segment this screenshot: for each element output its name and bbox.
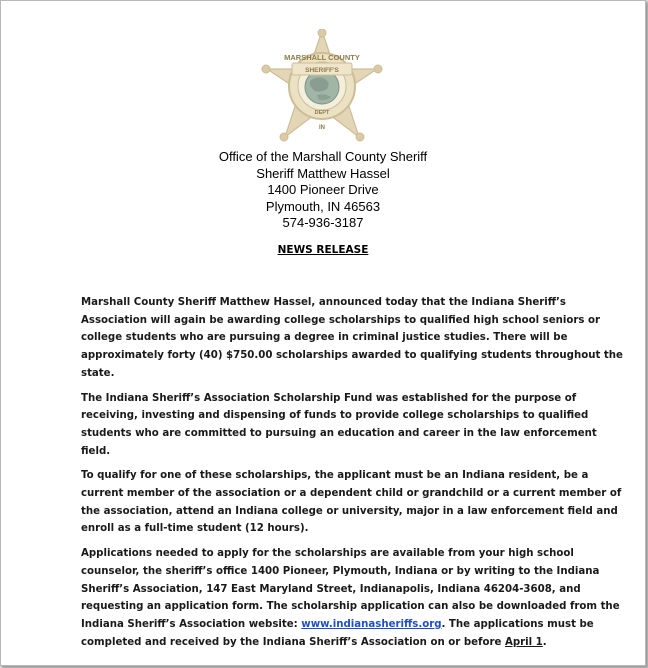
text-line: approximately forty (40) $750.00 scholarships awarded to qualifying students throughout the bbox=[81, 350, 623, 362]
text-line bbox=[81, 634, 575, 652]
text-line: requesting an application form. The scholarship application can also be downloaded from the bbox=[81, 601, 620, 613]
paragraph-eligibility bbox=[81, 467, 622, 538]
paragraph-fund bbox=[81, 390, 597, 461]
text-segment: . The applications must be bbox=[441, 618, 594, 630]
text-line: Marshall County Sheriff Matthew Hassel, announced today that the Indiana Sheriff’s bbox=[81, 297, 566, 308]
city-state-zip: Plymouth, IN 46563 bbox=[265, 198, 381, 214]
street-address: 1400 Pioneer Drive bbox=[267, 182, 379, 197]
text-line: Association will again be awarding college scholarships to qualified high school seniors or bbox=[81, 314, 601, 326]
deadline-date: April 1 bbox=[504, 636, 543, 648]
badge-ribbon-text: SHERIFF'S bbox=[305, 67, 339, 74]
text-line: the association, attend an Indiana college or university, major in a law enforcement field and bbox=[81, 505, 618, 517]
text-line: receiving, investing and dispensing of funds to provide college scholarships to qualified bbox=[81, 410, 589, 422]
text-line: counselor, the sheriff’s office 1400 Pioneer, Plymouth, Indiana or by writing to the Indiana bbox=[81, 565, 600, 577]
text-segment: Indiana Sheriff’s Association website: bbox=[81, 618, 302, 630]
text-line: field. bbox=[81, 445, 111, 457]
news-release-title: NEWS RELEASE bbox=[277, 244, 369, 256]
badge-tip-text: IN bbox=[319, 125, 325, 131]
text-line: students who are committed to pursuing an education and career in the law enforcement bbox=[81, 427, 597, 439]
text-line bbox=[81, 616, 594, 634]
sheriff-badge-logo bbox=[247, 29, 397, 143]
letterhead bbox=[1, 149, 645, 232]
phone-number: 574-936-3187 bbox=[282, 215, 364, 230]
text-line: college students who are pursuing a degree in criminal justice studies. There will be bbox=[81, 332, 568, 344]
release-body bbox=[81, 294, 623, 658]
text-line: Applications needed to apply for the scholarships are available from your high school bbox=[81, 548, 574, 560]
badge-bottom-text: DEPT bbox=[314, 110, 330, 116]
text-line: To qualify for one of these scholarships, the applicant must be an Indiana resident, be a bbox=[81, 470, 589, 482]
office-name: Office of the Marshall County Sheriff bbox=[218, 149, 428, 164]
sheriff-name: Sheriff Matthew Hassel bbox=[256, 165, 390, 181]
text-line: enroll as a full-time student (12 hours). bbox=[81, 523, 309, 535]
paragraph-applications bbox=[81, 545, 620, 651]
text-line: current member of the association or a dependent child or grandchild or a current member of bbox=[81, 488, 622, 500]
text-segment: completed and received by the Indiana Sheriff’s Association on or before bbox=[81, 636, 505, 648]
website-link[interactable]: www.indianasheriffs.org bbox=[301, 618, 442, 630]
text-segment: . bbox=[542, 636, 547, 648]
text-line: The Indiana Sheriff’s Association Scholarship Fund was established for the purpose of bbox=[81, 392, 577, 404]
badge-top-text: MARSHALL COUNTY bbox=[284, 53, 360, 62]
text-line: Sheriff’s Association, 147 East Maryland Street, Indianapolis, Indiana 46204-3608, and bbox=[81, 583, 581, 595]
paragraph-announcement bbox=[81, 294, 623, 383]
text-line: state. bbox=[81, 367, 115, 379]
